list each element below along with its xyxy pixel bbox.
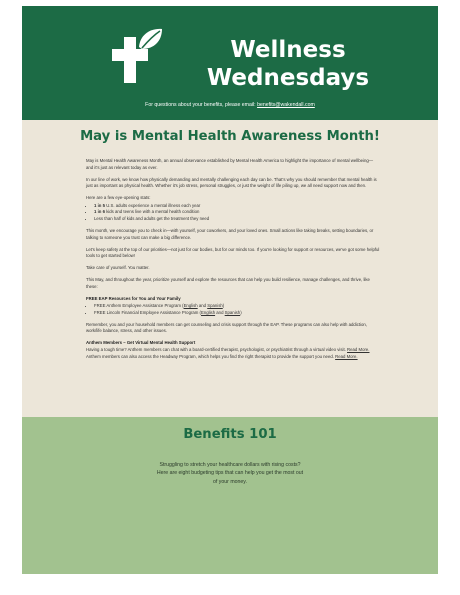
benefits-title: Benefits 101 [183,427,277,442]
paragraph-take-care: Take care of yourself. You matter. [86,265,150,271]
list-item: • Less than half of kids and adults get the treatment they need [94,216,380,223]
benefits-section [22,417,438,574]
stats-list [86,203,380,223]
title-line-2: Wednesdays [206,65,370,91]
newsletter-title [188,36,388,92]
section-title: May is Mental Health Awareness Month! [80,129,380,144]
header-banner [22,6,438,120]
paragraph-line-of-work: In our line of work, we know how physically demanding and mentally challenging each day can be. That's why you should remember that mental health is just as important as physical health. Whether it's job stress, personal struggles, or just the weight of life piling up, we all need support now and then. [86,176,377,189]
benefits-line-2: Here are eight budgeting tips that can help you get the most out [156,470,304,477]
benefits-line-3: of your money. [213,478,247,485]
paragraph-safety: Let's keep safety at the top of our priorities—not just for our bodies, but for our minds too. If you're looking for support or resources, we've got some helpful tools to get started below! [86,246,380,259]
mental-health-section [22,120,438,417]
benefits-text [22,461,438,486]
benefits-line-1: Struggling to stretch your healthcare dollars with rising costs? [159,462,301,468]
paragraph-intro: May is Mental Health Awareness Month, an annual observance established by Mental Health America to highlight the importance of mental wellbeing—and it's just as relevant today as ever. [86,158,374,170]
list-item: • 1 in 5 U.S. adults experience a mental illness each year [94,203,380,210]
list-item: • FREE Lincoln Financial Employee Assistance Program (English and Spanish) [94,310,380,317]
eap-list [86,303,380,316]
medical-cross-leaf-icon [104,25,166,87]
section-body [86,158,380,360]
list-item: • 1 in 6 kids and teens live with a mental health condition [94,209,380,216]
anthem-spanish-link[interactable]: Spanish [207,303,223,309]
read-more-link[interactable]: Read More. [335,353,358,359]
title-line-1: Wellness [230,37,346,63]
contact-line [22,102,438,108]
paragraph-check-in: This month, we encourage you to check in—with yourself, your coworkers, and your loved ones. Small actions like taking breaks, setting boundaries, or talking to someone you trust can make a big difference. [86,227,374,240]
anthem-english-link[interactable]: English [183,303,198,309]
lincoln-spanish-link[interactable]: Spanish [224,309,241,315]
paragraph-prioritize: This May, and throughout the year, prioritize yourself and explore the resources that can help you build resilience, manage challenges, and thrive, like these: [86,277,370,289]
eap-heading: FREE EAP Resources for You and Your Family [86,295,181,301]
anthem-heading: Anthem Members – Get Virtual Mental Health Support [86,340,196,346]
list-item: • FREE Anthem Employee Assistance Program (English and Spanish) [94,303,380,310]
contact-prefix: For questions about your benefits, please email: [145,102,258,108]
lincoln-english-link[interactable]: English [201,309,216,315]
read-more-link[interactable]: Read More. [347,346,370,352]
paragraph-remember: Remember, you and your household members can get counseling and crisis support through the EAP. These programs can also help with addiction, work/life balance, stress, and other issues. [86,321,367,334]
anthem-paragraph: Having a tough time? Anthem members can chat with a board-certified therapist, psychologist, or psychiatrist through a virtual video visit. Read More. Anthem members can also access the Headway Program, which helps you find the right therapist to provide the support you need. Read More. [86,346,370,359]
paragraph-stats-intro: Here are a few eye-opening stats: [86,195,151,201]
contact-email-link[interactable]: benefits@wakendall.com [257,102,315,108]
